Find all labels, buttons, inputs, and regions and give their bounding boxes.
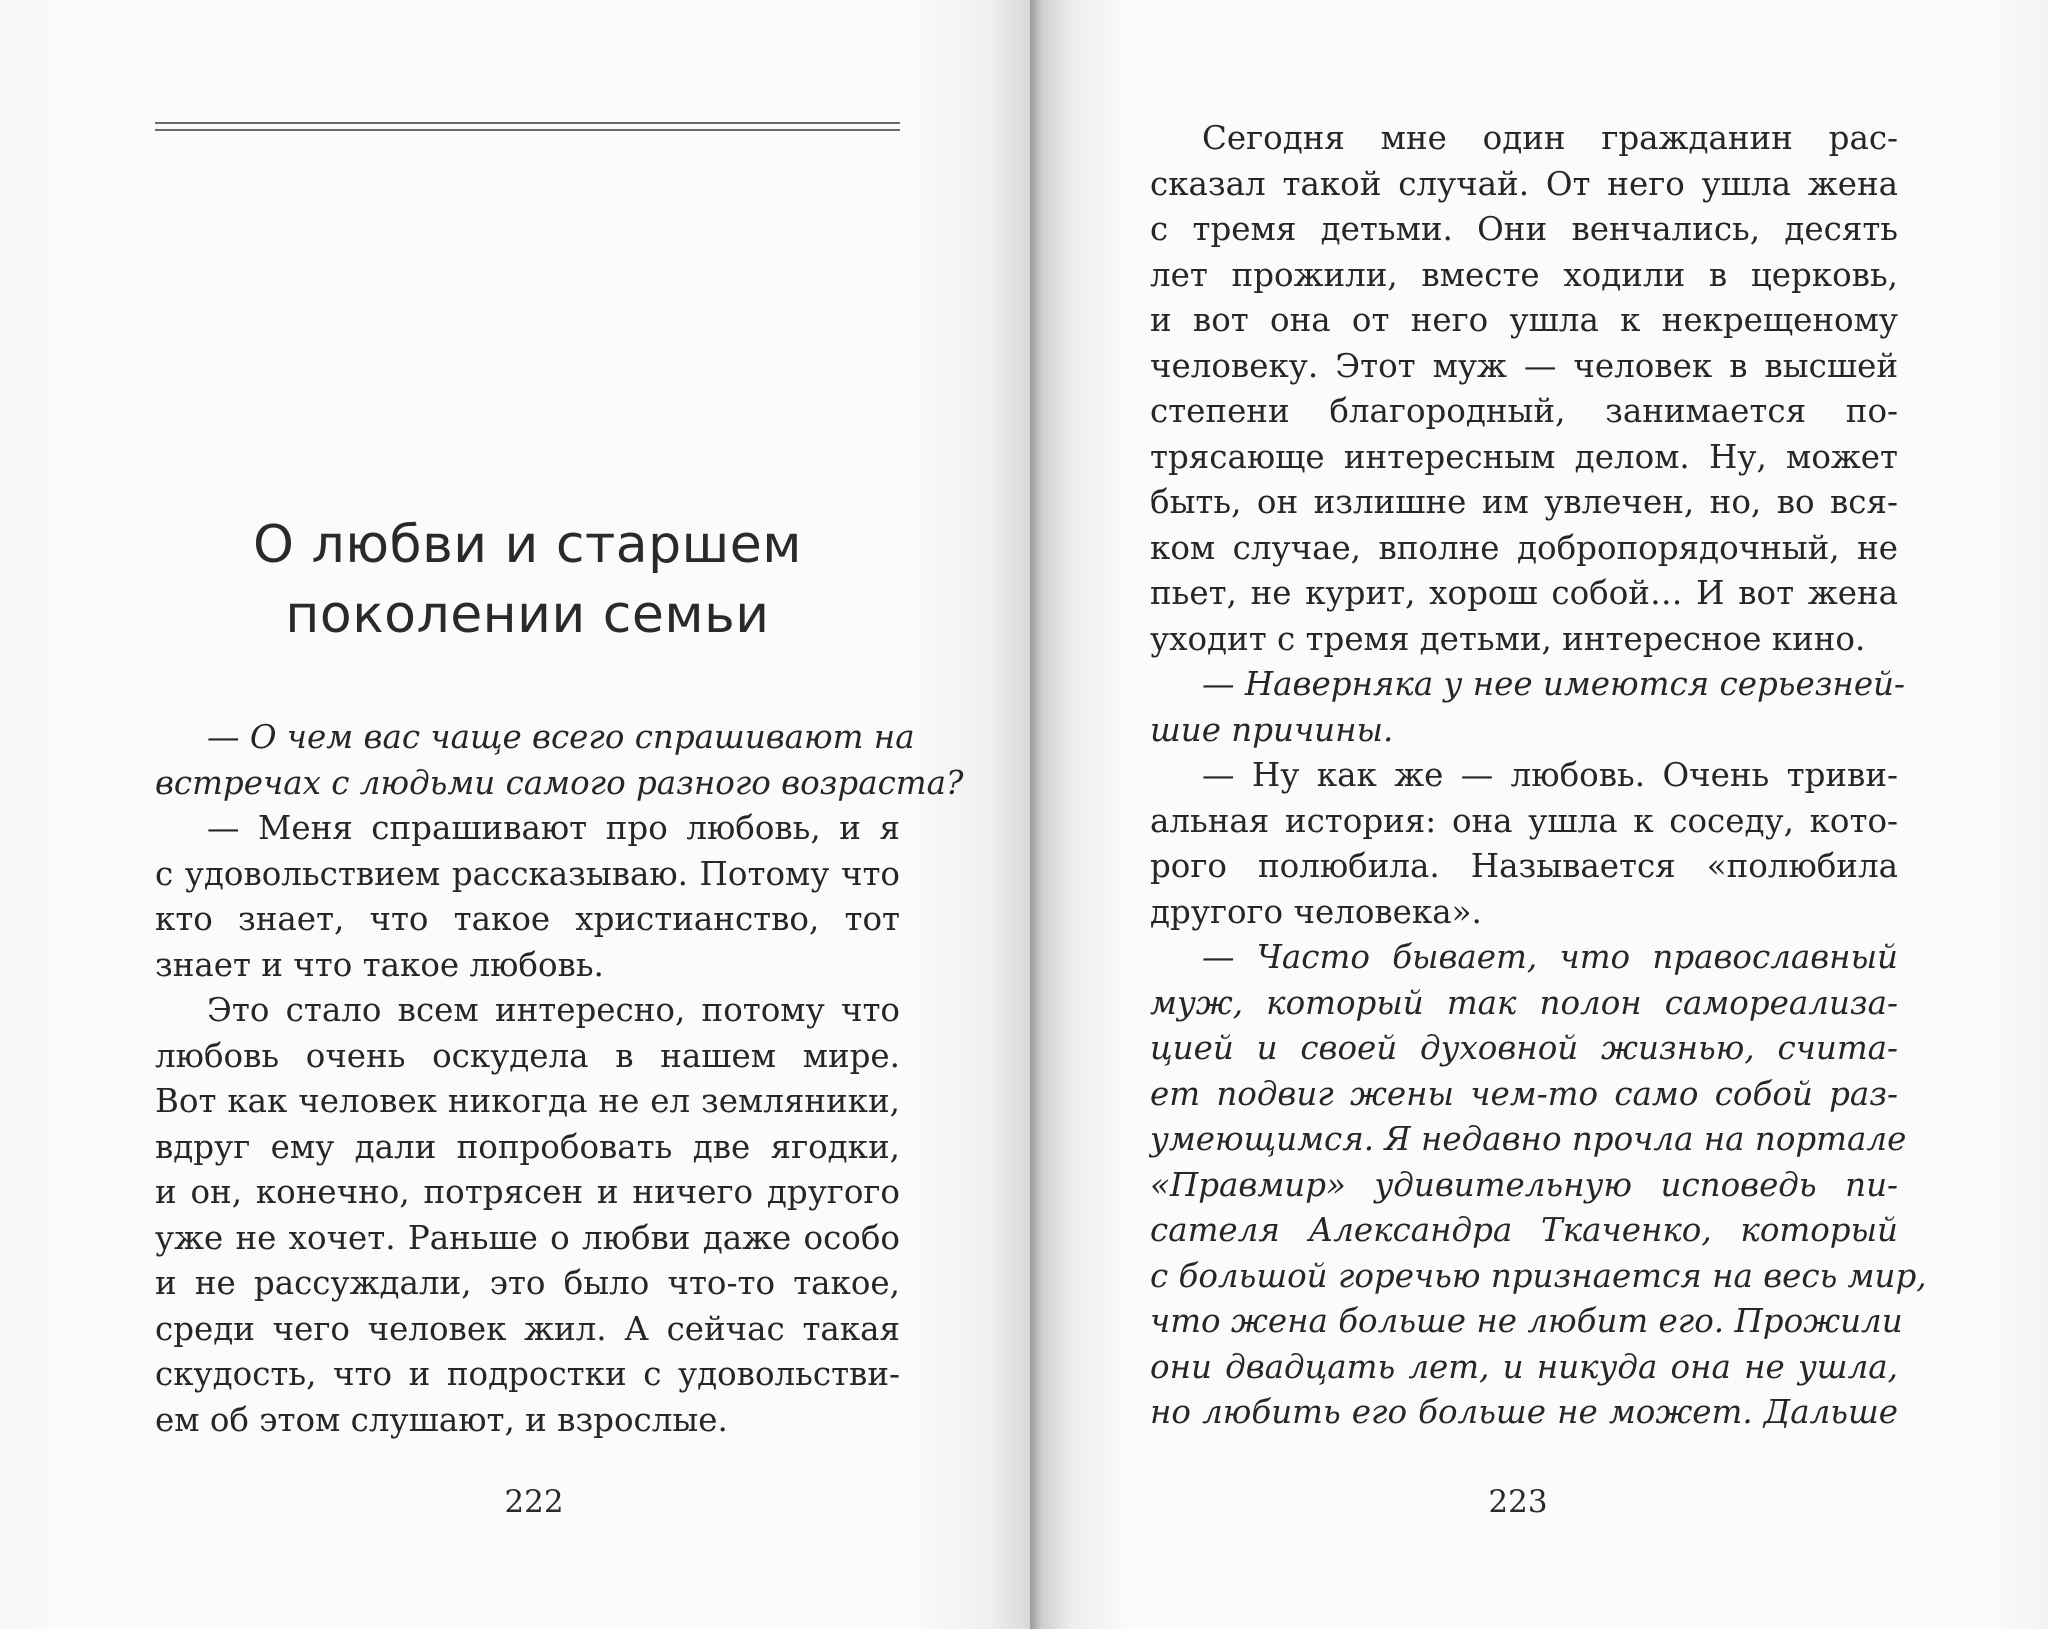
text-line: шие причины. xyxy=(1150,710,1394,749)
text-line: с удовольствием рассказываю. Потому что xyxy=(155,854,900,893)
text-line: уже не хочет. Раньше о любви даже особо xyxy=(155,1218,900,1257)
text-line: — Наверняка у нее имеются серьезней- xyxy=(1202,665,1905,703)
question-paragraph xyxy=(155,715,964,806)
text-line: кто знает, что такое христианство, тот xyxy=(155,900,900,938)
text-line: любовь очень оскудела в нашем мире. xyxy=(155,1036,900,1075)
answer-paragraph xyxy=(155,806,900,988)
text-line: трясающе интересным делом. Ну, может xyxy=(1150,437,1898,476)
text-line: сателя Александра Ткаченко, который xyxy=(1150,1211,1898,1249)
text-line: с тремя детьми. Они венчались, десять xyxy=(1150,210,1898,248)
text-line: ет подвиг жены чем-то само собой раз- xyxy=(1150,1074,1898,1113)
text-line: встречах с людьми самого разного возраста? xyxy=(155,763,964,802)
text-line: скудость, что и подростки с удовольстви- xyxy=(155,1355,900,1393)
text-line: цией и своей духовной жизнью, счита- xyxy=(1150,1029,1898,1067)
text-line: муж, который так полон самореализа- xyxy=(1150,983,1898,1022)
page-number-right: 223 xyxy=(1488,1484,1548,1520)
text-line: пьет, не курит, хорош собой… И вот жена xyxy=(1150,574,1898,612)
chapter-title-line: поколении семьи xyxy=(285,585,770,645)
text-line: с большой горечью признается на весь мир, xyxy=(1150,1256,1927,1295)
text-line: и не рассуждали, это было что-то такое, xyxy=(155,1264,900,1302)
text-line: что жена больше не любит его. Прожили xyxy=(1150,1302,1903,1340)
text-line: они двадцать лет, и никуда она не ушла, xyxy=(1150,1347,1898,1386)
page-number-left: 222 xyxy=(504,1484,564,1520)
text-line: ком случае, вполне добропорядочный, не xyxy=(1150,528,1898,567)
right-body-text xyxy=(1150,116,1927,1436)
text-line: среди чего человек жил. А сейчас такая xyxy=(155,1309,900,1348)
text-line: рого полюбила. Называется «полюбила xyxy=(1150,847,1898,885)
text-line: умеющимся. Я недавно прочла на портале xyxy=(1150,1120,1907,1158)
text-line: быть, он излишне им увлечен, но, во вся- xyxy=(1150,483,1898,521)
text-line: — Часто бывает, что православный xyxy=(1202,938,1898,976)
answer-paragraph xyxy=(1150,753,1898,935)
text-line: — Ну как же — любовь. Очень триви- xyxy=(1202,756,1898,794)
text-line: лет прожили, вместе ходили в церковь, xyxy=(1150,255,1898,294)
text-line: Сегодня мне один гражданин рас- xyxy=(1202,119,1898,157)
text-line: вдруг ему дали попробовать две ягодки, xyxy=(155,1127,900,1166)
question-paragraph xyxy=(1150,662,1905,753)
text-line: уходит с тремя детьми, интересное кино. xyxy=(1150,619,1866,658)
question-paragraph xyxy=(1150,935,1927,1436)
text-line: но любить его больше не может. Дальше xyxy=(1150,1393,1898,1431)
left-body-text xyxy=(155,715,964,1443)
text-line: — Меня спрашивают про любовь, и я xyxy=(207,809,900,847)
text-line: Вот как человек никогда не ел земляники, xyxy=(155,1082,900,1120)
text-line: другого человека». xyxy=(1150,892,1482,931)
text-line: — О чем вас чаще всего спрашивают на xyxy=(207,718,915,756)
chapter-title xyxy=(155,510,900,650)
text-line: человеку. Этот муж — человек в высшей xyxy=(1150,346,1898,385)
text-line: степени благородный, занимается по- xyxy=(1150,392,1898,430)
answer-paragraph xyxy=(155,988,900,1443)
text-line: и он, конечно, потрясен и ничего другого xyxy=(155,1173,900,1211)
answer-paragraph xyxy=(1150,116,1898,662)
text-line: «Правмир» удивительную исповедь пи- xyxy=(1150,1165,1898,1204)
text-line: и вот она от него ушла к некрещеному xyxy=(1150,301,1898,339)
text-line: сказал такой случай. От него ушла жена xyxy=(1150,164,1898,203)
text-line: знает и что такое любовь. xyxy=(155,945,604,984)
chapter-rule xyxy=(155,122,900,131)
text-line: альная история: она ушла к соседу, кото- xyxy=(1150,801,1898,840)
chapter-title-line: О любви и старшем xyxy=(253,515,802,575)
text-line: ем об этом слушают, и взрослые. xyxy=(155,1400,728,1439)
text-line: Это стало всем интересно, потому что xyxy=(207,991,900,1029)
